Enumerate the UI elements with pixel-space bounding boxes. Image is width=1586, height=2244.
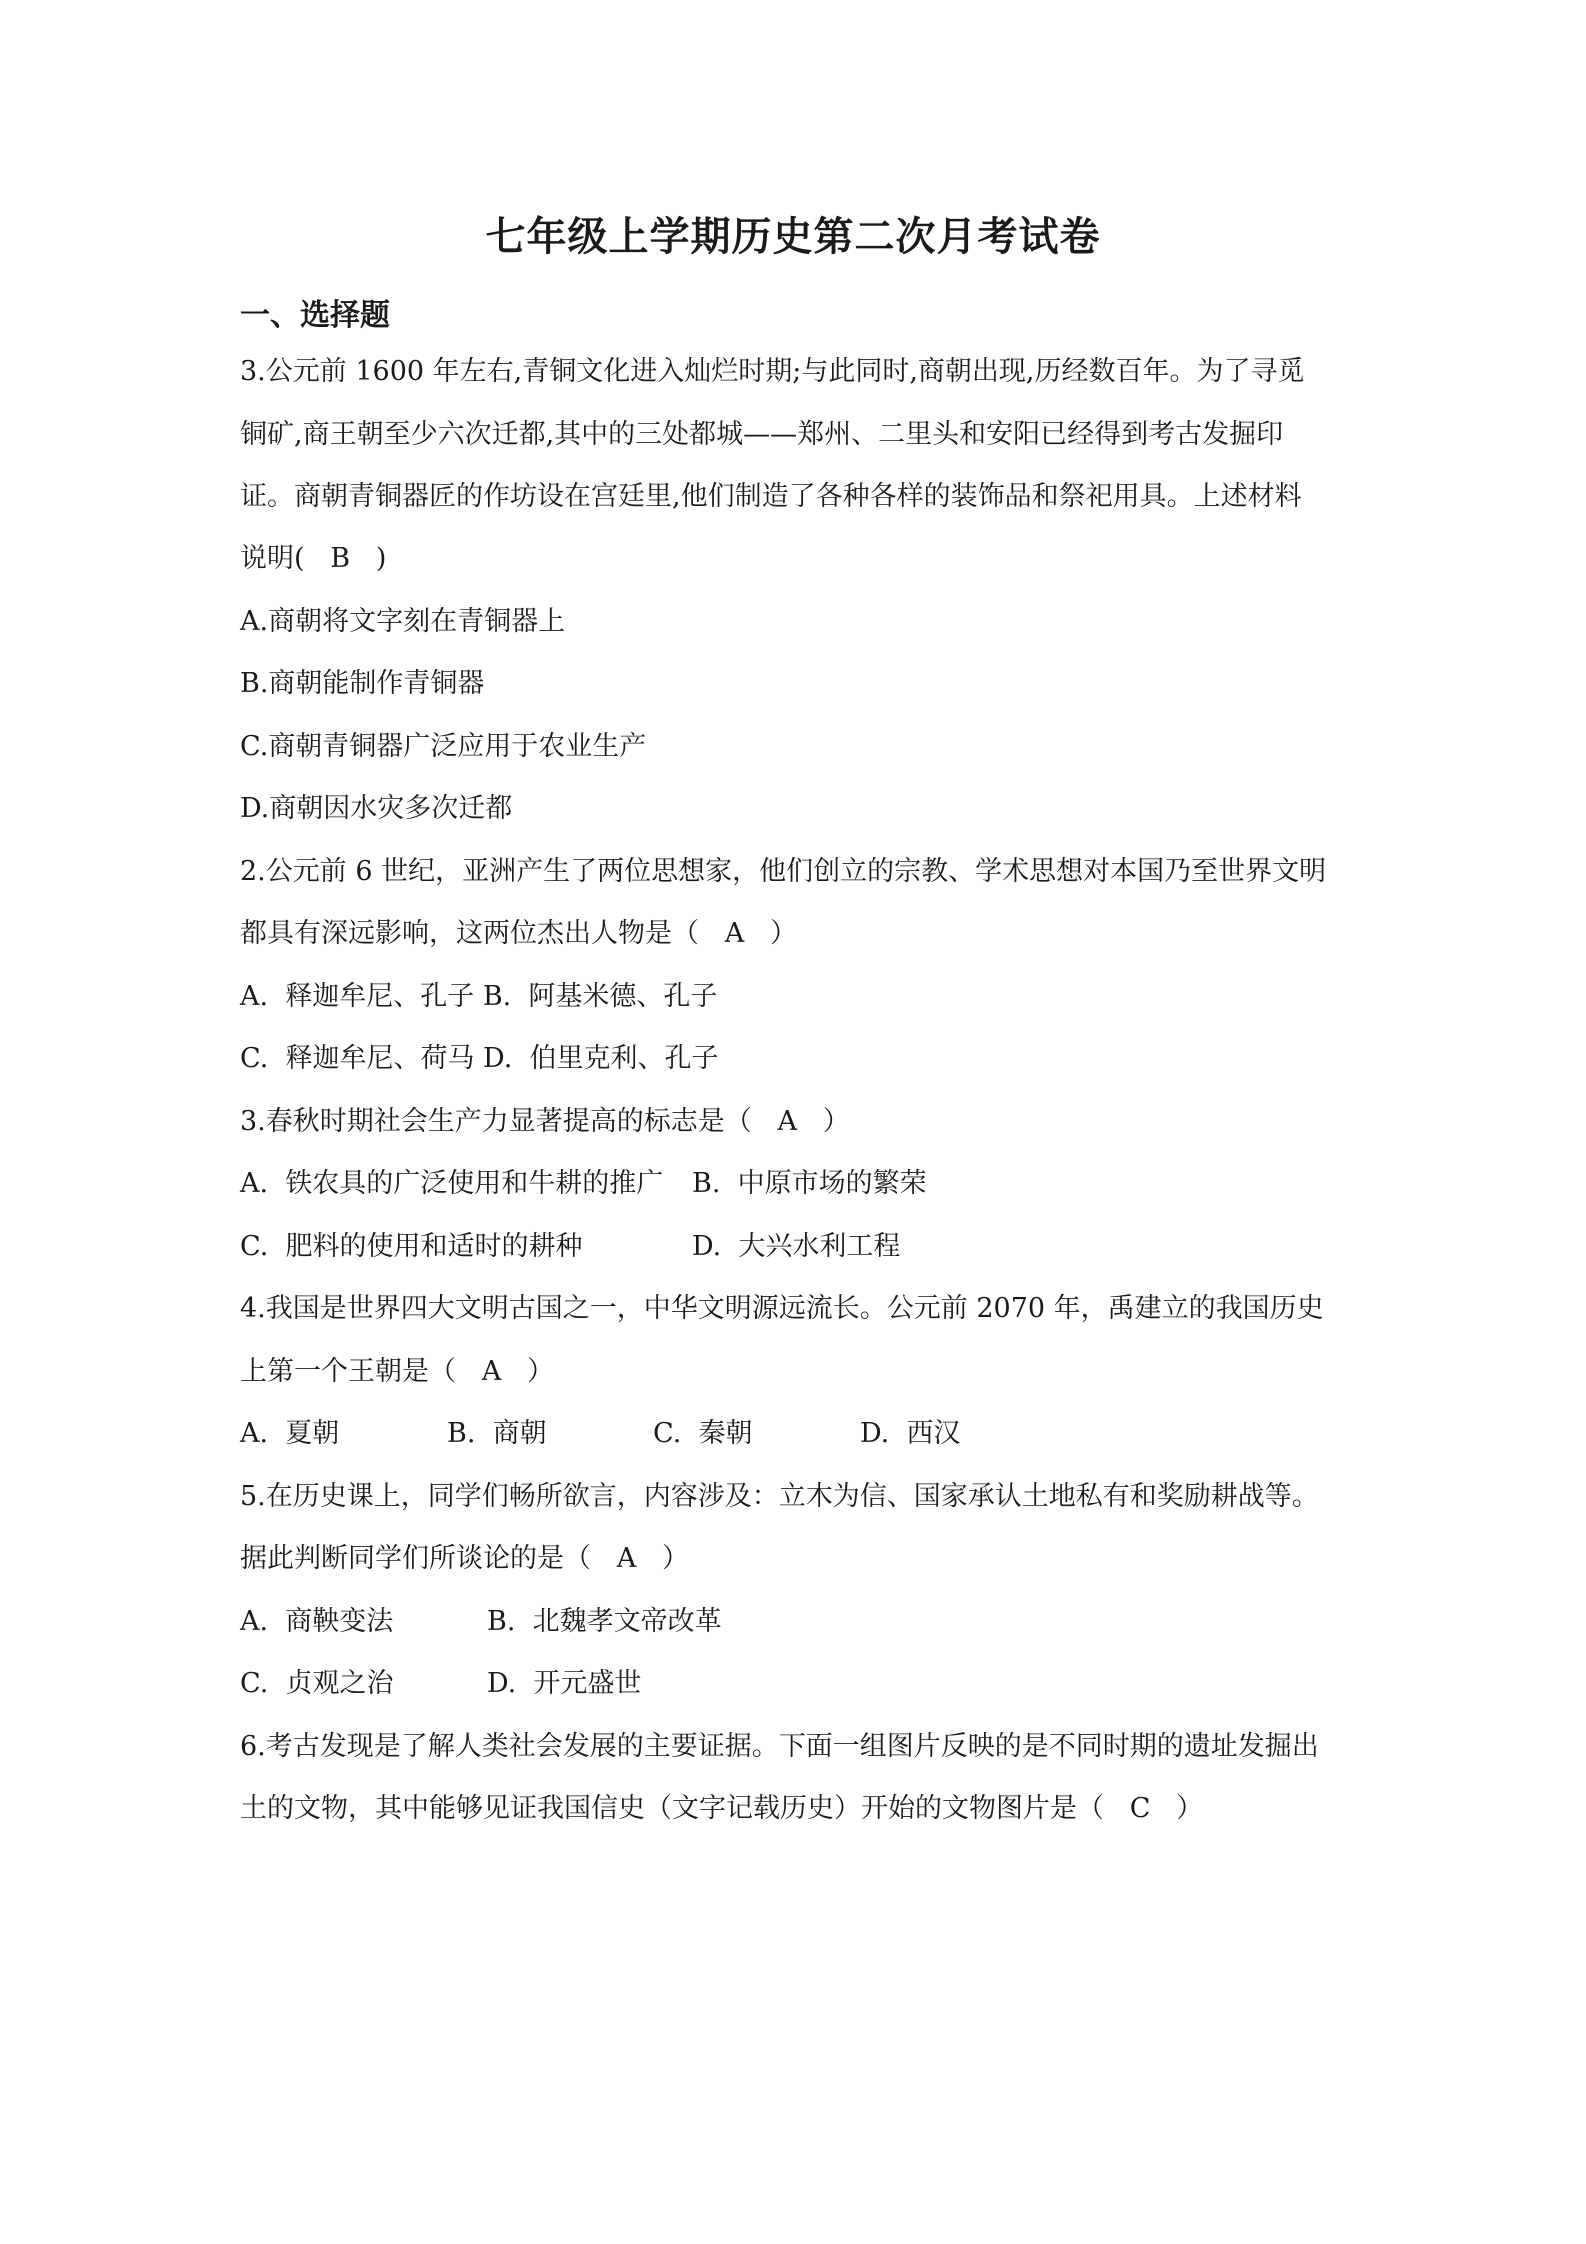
question-line: 3.春秋时期社会生产力显著提高的标志是（ A ） (240, 1106, 850, 1137)
answer-option: C. 释迦牟尼、荷马 D. 伯里克利、孔子 (240, 1043, 719, 1074)
answer-option: C.商朝青铜器广泛应用于农业生产 (240, 731, 647, 762)
question-line: 证。商朝青铜器匠的作坊设在宫廷里,他们制造了各种各样的装饰品和祭祀用具。上述材料 (240, 481, 1302, 512)
answer-option: A.商朝将文字刻在青铜器上 (240, 606, 566, 637)
question-line: 说明( B ) (240, 543, 387, 574)
answer-option: B.商朝能制作青铜器 (240, 668, 485, 699)
question-line: 上第一个王朝是（ A ） (240, 1356, 554, 1387)
answer-option: B. 商朝 (447, 1418, 547, 1449)
answer-option: A. 铁农具的广泛使用和牛耕的推广 (240, 1168, 664, 1199)
answer-option: D. 开元盛世 (487, 1668, 642, 1699)
answer-option: B. 北魏孝文帝改革 (487, 1606, 722, 1637)
question-line: 6.考古发现是了解人类社会发展的主要证据。下面一组图片反映的是不同时期的遗址发掘出 (240, 1731, 1319, 1762)
question-line: 2.公元前 6 世纪，亚洲产生了两位思想家，他们创立的宗教、学术思想对本国乃至世界文明 (240, 856, 1327, 887)
exam-title: 七年级上学期历史第二次月考试卷 (485, 213, 1101, 260)
question-line: 铜矿,商王朝至少六次迁都,其中的三处都城——郑州、二里头和安阳已经得到考古发掘印 (240, 419, 1284, 450)
answer-option: D.商朝因水灾多次迁都 (240, 793, 513, 824)
answer-option: C. 秦朝 (653, 1418, 753, 1449)
answer-option: C. 贞观之治 (240, 1668, 394, 1699)
question-line: 4.我国是世界四大文明古国之一，中华文明源远流长。公元前 2070 年，禹建立的我国历史 (240, 1293, 1324, 1324)
question-line: 都具有深远影响，这两位杰出人物是（ A ） (240, 918, 797, 949)
question-line: 土的文物，其中能够见证我国信史（文字记载历史）开始的文物图片是（ C ） (240, 1793, 1204, 1824)
question-line: 3.公元前 1600 年左右,青铜文化进入灿烂时期;与此同时,商朝出现,历经数百年。为了寻觅 (240, 356, 1305, 387)
answer-option: A. 商鞅变法 (240, 1606, 394, 1637)
answer-option: B. 中原市场的繁荣 (692, 1168, 927, 1199)
question-line: 据此判断同学们所谈论的是（ A ） (240, 1543, 689, 1574)
answer-option: D. 西汉 (860, 1418, 961, 1449)
section-heading: 一、选择题 (240, 298, 390, 333)
answer-option: D. 大兴水利工程 (692, 1231, 901, 1262)
answer-option: A. 夏朝 (240, 1418, 340, 1449)
answer-option: C. 肥料的使用和适时的耕种 (240, 1231, 583, 1262)
question-line: 5.在历史课上，同学们畅所欲言，内容涉及：立木为信、国家承认土地私有和奖励耕战等。 (240, 1481, 1319, 1512)
answer-option: A. 释迦牟尼、孔子 B. 阿基米德、孔子 (240, 981, 718, 1012)
